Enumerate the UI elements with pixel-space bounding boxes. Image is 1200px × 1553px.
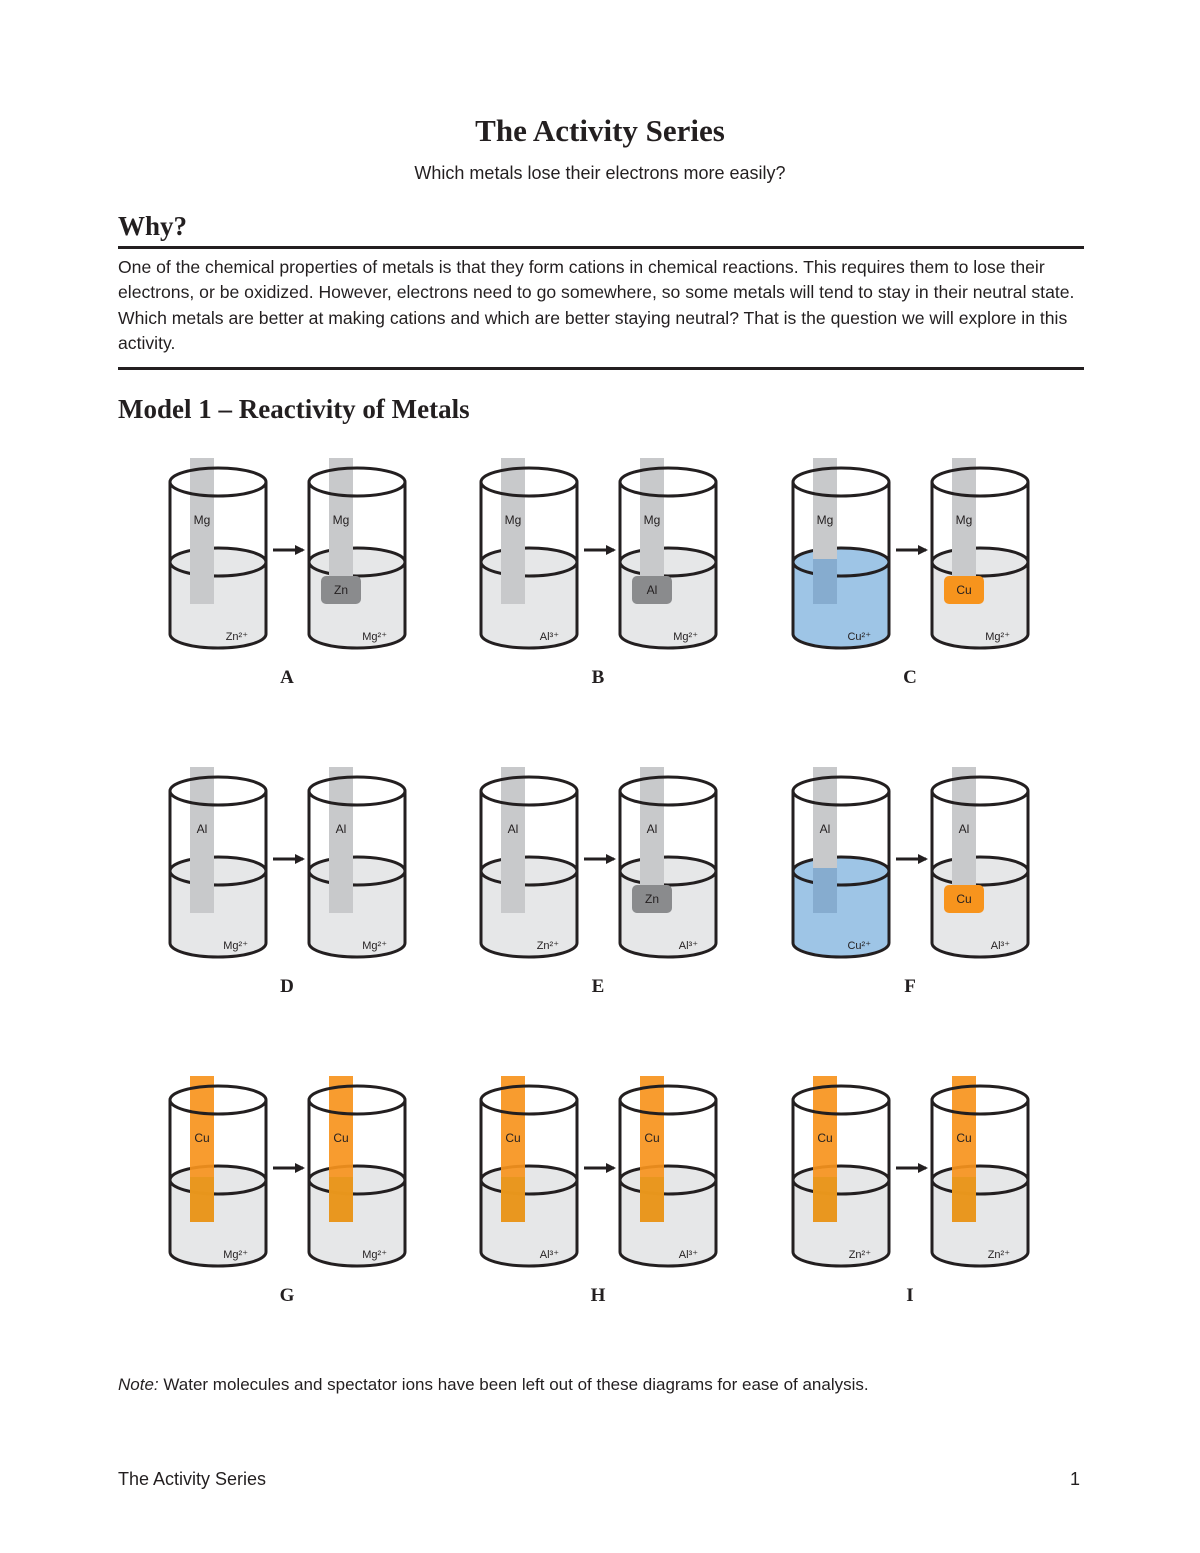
model-heading: Model 1 – Reactivity of Metals (118, 394, 470, 424)
before-beaker-metal-label: Al (819, 822, 831, 836)
after-beaker-liquid-surface (309, 857, 405, 885)
before-beaker-liquid-surface (170, 548, 266, 576)
after-beaker-ion-label: Mg²⁺ (362, 1249, 387, 1261)
why-paragraph: One of the chemical properties of metals is that they form cations in chemical reactions. This requires them to lose their electrons, or be oxidized. However, electrons need to go somewhere, so some metals will tend to stay in their neutral state. Which metals are better at making cations and which are better staying neutral? That is the question we will explore in this activity. (118, 257, 1075, 353)
before-beaker-metal-strip (190, 767, 214, 913)
after-beaker-ion-label: Mg²⁺ (362, 631, 387, 643)
panel-a (170, 458, 405, 688)
before-beaker-ion-label: Mg²⁺ (223, 940, 248, 952)
page-subtitle: Which metals lose their electrons more easily? (414, 163, 786, 183)
before-beaker-liquid-surface (793, 548, 889, 576)
before-beaker-ion-label: Cu²⁺ (847, 631, 871, 643)
panel-i (793, 1076, 1028, 1306)
before-beaker-liquid-surface (793, 1166, 889, 1194)
after-beaker-beaker-rim (932, 777, 1028, 805)
panel-c (793, 458, 1028, 688)
after-beaker-liquid-surface (932, 548, 1028, 576)
after-beaker-ion-label: Mg²⁺ (362, 940, 387, 952)
after-beaker-liquid-surface (309, 1166, 405, 1194)
panel-label: G (279, 1285, 295, 1306)
panel-f (793, 767, 1028, 997)
after-beaker-liquid-surface (620, 1166, 716, 1194)
before-beaker-metal-label: Mg (816, 513, 834, 527)
note (118, 1375, 869, 1395)
after-beaker-ion-label: Mg²⁺ (985, 631, 1010, 643)
before-beaker-beaker-rim (793, 777, 889, 805)
before-beaker-ion-label: Al³⁺ (539, 631, 559, 643)
after-beaker-deposit-label: Zn (644, 892, 660, 906)
panel-label: B (591, 667, 605, 688)
after-beaker-beaker-rim (620, 777, 716, 805)
after-beaker-ion-label: Al³⁺ (990, 940, 1010, 952)
panel-h (481, 1076, 716, 1306)
after-beaker-beaker-rim (620, 468, 716, 496)
before-beaker-metal-label: Mg (193, 513, 211, 527)
before-beaker-beaker-rim (481, 1086, 577, 1114)
after-beaker-metal-label: Cu (956, 1131, 972, 1145)
panel-b (481, 458, 716, 688)
after-beaker-ion-label: Zn²⁺ (987, 1249, 1010, 1261)
before-beaker-ion-label: Cu²⁺ (847, 940, 871, 952)
panel-label: I (906, 1285, 914, 1306)
before-beaker-strip-submerged (813, 559, 837, 604)
after-beaker-metal-label: Al (335, 822, 347, 836)
panel-g (170, 1076, 405, 1306)
before-beaker-liquid-surface (481, 1166, 577, 1194)
after-beaker-liquid-surface (620, 857, 716, 885)
after-beaker-strip-submerged (640, 1177, 664, 1222)
before-beaker-ion-label: Zn²⁺ (848, 1249, 871, 1261)
before-beaker-metal-strip (501, 767, 525, 913)
before-beaker-ion-label: Mg²⁺ (223, 1249, 248, 1261)
before-beaker-metal-label: Mg (504, 513, 522, 527)
note-lead: Note: (118, 1375, 159, 1394)
panel-label: D (280, 976, 294, 997)
before-beaker-beaker-rim (170, 777, 266, 805)
after-beaker-strip-submerged (952, 1177, 976, 1222)
after-beaker-liquid-surface (932, 1166, 1028, 1194)
before-beaker-liquid-surface (170, 1166, 266, 1194)
after-beaker-beaker-rim (932, 1086, 1028, 1114)
after-beaker-metal-label: Cu (644, 1131, 660, 1145)
after-beaker-beaker-rim (309, 1086, 405, 1114)
before-beaker-beaker-rim (481, 777, 577, 805)
panel-label: F (904, 976, 916, 997)
before-beaker-beaker-rim (793, 468, 889, 496)
after-beaker-ion-label: Mg²⁺ (673, 631, 698, 643)
footer-title: The Activity Series (118, 1469, 267, 1489)
before-beaker-metal-label: Al (196, 822, 208, 836)
before-beaker-ion-label: Zn²⁺ (225, 631, 248, 643)
before-beaker-strip-submerged (813, 1177, 837, 1222)
after-beaker-strip-submerged (329, 1177, 353, 1222)
before-beaker-liquid-surface (481, 548, 577, 576)
panel-label: E (591, 976, 605, 997)
after-beaker-metal-strip (329, 767, 353, 913)
panel-label: H (590, 1285, 606, 1306)
note-text: Water molecules and spectator ions have been left out of these diagrams for ease of analysis. (158, 1375, 869, 1394)
panel-d (170, 767, 405, 997)
after-beaker-metal-label: Al (646, 822, 658, 836)
after-beaker-metal-label: Mg (332, 513, 350, 527)
before-beaker-metal-strip (190, 458, 214, 604)
before-beaker-metal-label: Cu (817, 1131, 833, 1145)
after-beaker-deposit-label: Cu (956, 583, 972, 597)
after-beaker-ion-label: Al³⁺ (678, 940, 698, 952)
after-beaker-beaker-rim (309, 468, 405, 496)
why-heading: Why? (118, 211, 188, 241)
before-beaker-liquid-surface (170, 857, 266, 885)
before-beaker-metal-label: Cu (194, 1131, 210, 1145)
after-beaker-liquid-surface (620, 548, 716, 576)
panel-e (481, 767, 716, 997)
after-beaker-beaker-rim (309, 777, 405, 805)
after-beaker-metal-label: Cu (333, 1131, 349, 1145)
after-beaker-deposit-label: Zn (333, 583, 349, 597)
before-beaker-metal-label: Al (507, 822, 519, 836)
after-beaker-deposit-label: Al (646, 583, 658, 597)
after-beaker-metal-label: Al (958, 822, 970, 836)
before-beaker-beaker-rim (793, 1086, 889, 1114)
before-beaker-ion-label: Al³⁺ (539, 1249, 559, 1261)
after-beaker-liquid-surface (932, 857, 1028, 885)
before-beaker-strip-submerged (501, 1177, 525, 1222)
before-beaker-liquid-surface (793, 857, 889, 885)
after-beaker-beaker-rim (620, 1086, 716, 1114)
after-beaker-deposit-label: Cu (956, 892, 972, 906)
before-beaker-beaker-rim (170, 468, 266, 496)
before-beaker-ion-label: Zn²⁺ (536, 940, 559, 952)
panel-label: C (903, 667, 917, 688)
after-beaker-liquid-surface (309, 548, 405, 576)
before-beaker-liquid-surface (481, 857, 577, 885)
before-beaker-strip-submerged (813, 868, 837, 913)
before-beaker-strip-submerged (190, 1177, 214, 1222)
after-beaker-ion-label: Al³⁺ (678, 1249, 698, 1261)
page-number: 1 (1070, 1469, 1081, 1489)
before-beaker-metal-label: Cu (505, 1131, 521, 1145)
page-title: The Activity Series (475, 113, 725, 148)
after-beaker-metal-label: Mg (643, 513, 661, 527)
before-beaker-beaker-rim (481, 468, 577, 496)
before-beaker-beaker-rim (170, 1086, 266, 1114)
before-beaker-metal-strip (501, 458, 525, 604)
panel-label: A (280, 667, 294, 688)
after-beaker-metal-label: Mg (955, 513, 973, 527)
after-beaker-beaker-rim (932, 468, 1028, 496)
